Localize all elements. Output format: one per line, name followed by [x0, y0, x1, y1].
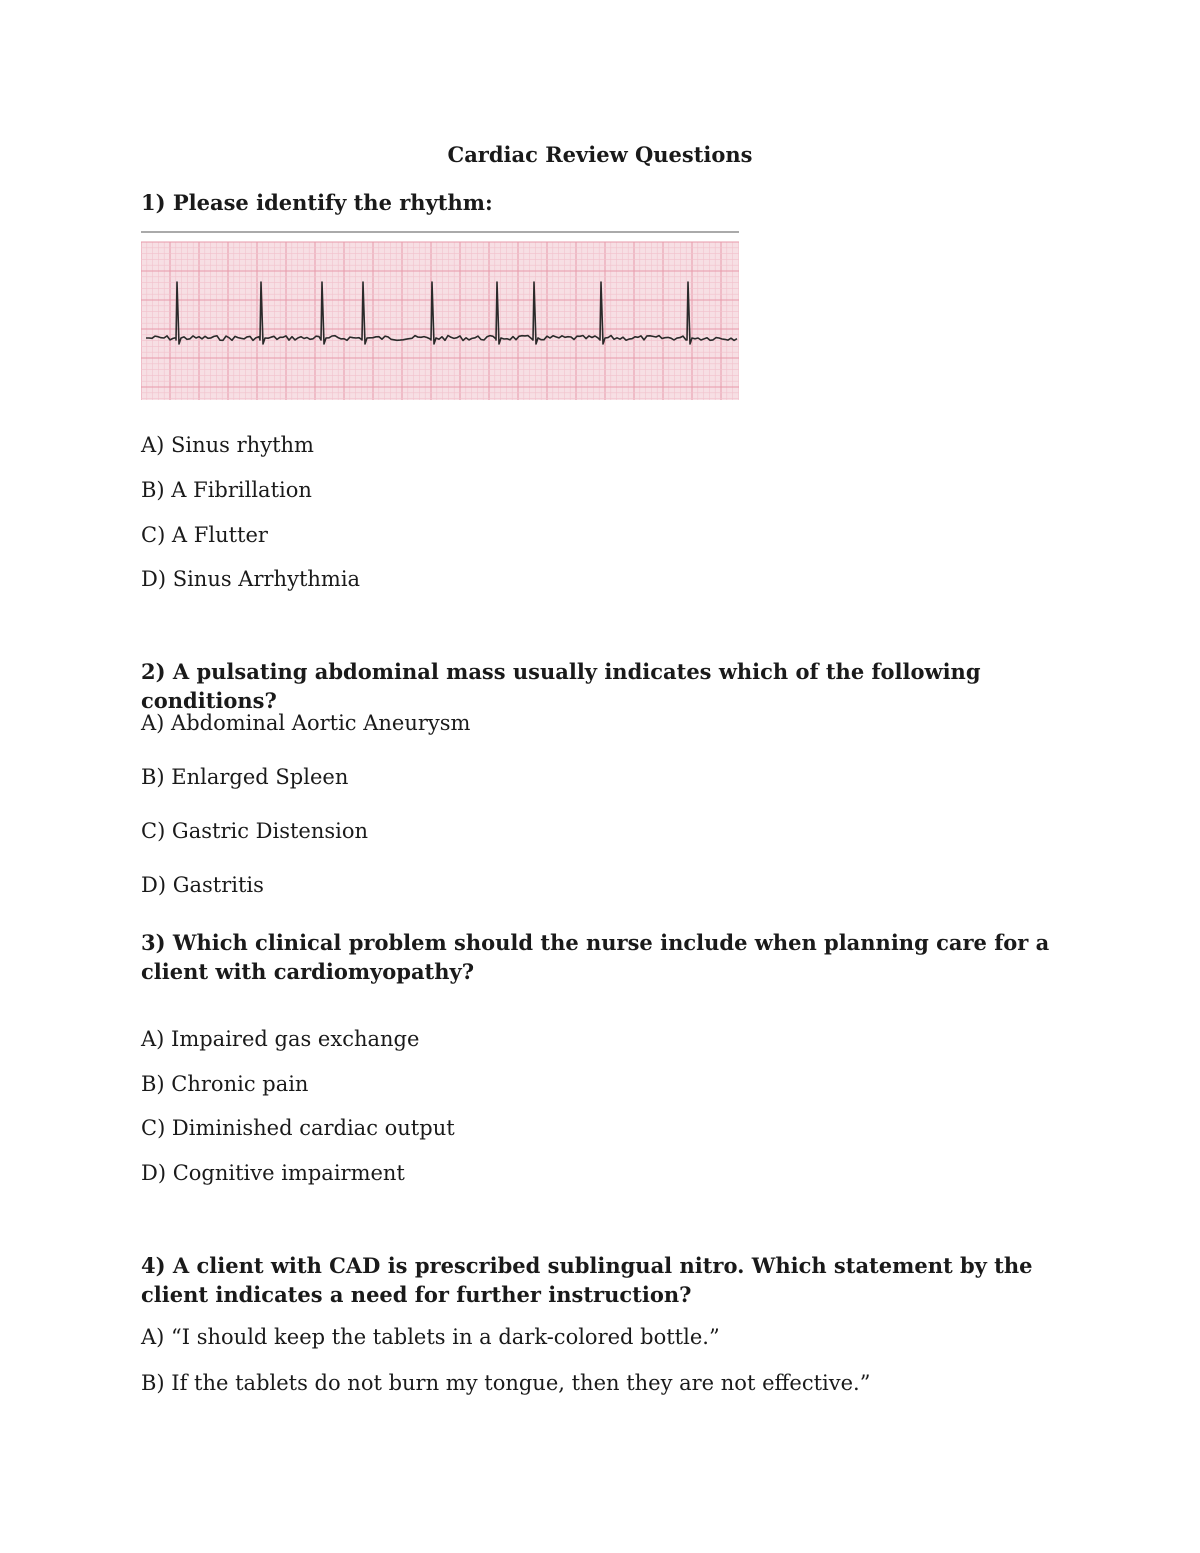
question-3-option-d: D) Cognitive impairment — [141, 1161, 405, 1185]
question-3-option-a: A) Impaired gas exchange — [141, 1027, 420, 1051]
question-2-option-a: A) Abdominal Aortic Aneurysm — [141, 711, 471, 735]
question-2-option-c: C) Gastric Distension — [141, 819, 369, 843]
page-title: Cardiac Review Questions — [447, 142, 753, 167]
ecg-strip-image — [141, 230, 739, 413]
question-4-option-a: A) “I should keep the tablets in a dark-colored bottle.” — [141, 1325, 720, 1349]
question-3-option-b: B) Chronic pain — [141, 1072, 309, 1096]
question-1-option-b: B) A Fibrillation — [141, 478, 312, 502]
question-1-text: 1) Please identify the rhythm: — [141, 190, 493, 215]
question-3-text: 3) Which clinical problem should the nurse include when planning care for a client with cardiomyopathy? — [141, 930, 1050, 984]
question-2-option-d: D) Gastritis — [141, 873, 264, 897]
question-1-option-d: D) Sinus Arrhythmia — [141, 567, 361, 591]
question-2-text: 2) A pulsating abdominal mass usually indicates which of the following conditions? — [141, 659, 981, 713]
question-4-text: 4) A client with CAD is prescribed sublingual nitro. Which statement by the client indicates a need for further instruction? — [141, 1253, 1033, 1307]
ecg-paper — [141, 242, 739, 400]
question-4-option-b: B) If the tablets do not burn my tongue, then they are not effective.” — [141, 1371, 871, 1395]
question-2-option-b: B) Enlarged Spleen — [141, 765, 349, 789]
ecg-rhythm-strip — [141, 230, 739, 413]
question-1-option-c: C) A Flutter — [141, 523, 268, 547]
question-1-option-a: A) Sinus rhythm — [141, 433, 314, 457]
question-3-option-c: C) Diminished cardiac output — [141, 1116, 455, 1140]
